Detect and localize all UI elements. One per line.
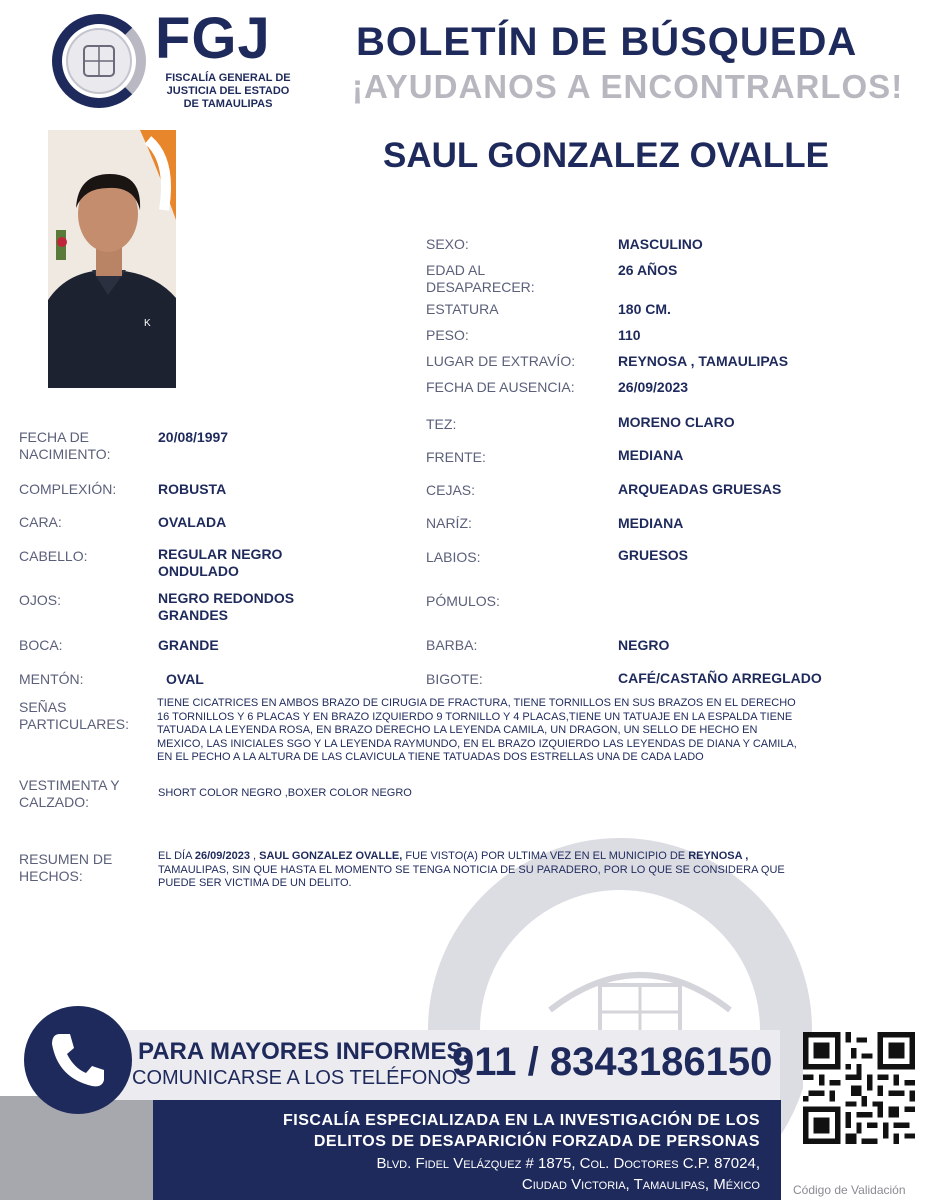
field-label: MENTÓN:	[19, 671, 84, 687]
field-value: GRANDE	[158, 637, 219, 653]
field-label: BIGOTE:	[426, 671, 483, 687]
person-name: SAUL GONZALEZ OVALLE	[383, 136, 829, 175]
field-value: CAFÉ/CASTAÑO ARREGLADO	[618, 670, 822, 686]
field-label: CEJAS:	[426, 482, 476, 498]
field-value: REYNOSA , TAMAULIPAS	[618, 353, 789, 369]
field-value: MASCULINO	[618, 236, 703, 252]
field-value: ROBUSTA	[158, 481, 227, 497]
office-name: FISCALÍA ESPECIALIZADA EN LA INVESTIGACIÓN DE LOS DELITOS DE DESAPARICIÓN FORZADA DE PERSONAS	[283, 1112, 760, 1150]
field-value: 26 AÑOS	[618, 262, 678, 278]
field-label: FECHA DE NACIMIENTO:	[19, 429, 111, 462]
vestimenta-value: SHORT COLOR NEGRO ,BOXER COLOR NEGRO	[158, 787, 412, 799]
field-label: SEXO:	[426, 236, 469, 252]
field-value: GRUESOS	[618, 547, 689, 563]
office-address: Blvd. Fidel Velázquez # 1875, Col. Doctores C.P. 87024, Ciudad Victoria, Tamaulipas, México	[376, 1155, 760, 1193]
field-value: 20/08/1997	[158, 429, 229, 445]
field-label: CABELLO:	[19, 548, 88, 564]
field-label: COMPLEXIÓN:	[19, 481, 117, 497]
qr-code-icon	[803, 1032, 915, 1144]
field-label: FECHA DE AUSENCIA:	[426, 379, 575, 395]
field-value: 110	[618, 327, 641, 343]
contact-line-1: PARA MAYORES INFORMES,	[138, 1038, 470, 1065]
field-value: 26/09/2023	[618, 379, 689, 395]
phone-icon	[46, 1028, 110, 1092]
field-label: CARA:	[19, 514, 62, 530]
svg-text:K: K	[144, 318, 151, 329]
contact-phones: 911 / 8343186150	[452, 1040, 773, 1084]
field-value: MORENO CLARO	[618, 414, 735, 430]
field-value: REGULAR NEGRO ONDULADO	[158, 546, 283, 579]
senas-label: SEÑAS PARTICULARES:	[19, 699, 129, 732]
field-value: MEDIANA	[618, 515, 684, 531]
agency-acronym: FGJ	[155, 6, 271, 71]
field-label: PESO:	[426, 327, 469, 343]
field-label: EDAD AL DESAPARECER:	[426, 262, 535, 295]
field-label: BARBA:	[426, 637, 478, 653]
shield-icon	[78, 40, 120, 82]
field-value: 180 CM.	[618, 301, 671, 317]
field-label: LABIOS:	[426, 549, 481, 565]
field-label: BOCA:	[19, 637, 63, 653]
field-value: ARQUEADAS GRUESAS	[618, 481, 782, 497]
field-label: TEZ:	[426, 416, 457, 432]
bulletin-subtitle: ¡AYUDANOS A ENCONTRARLOS!	[352, 68, 904, 105]
field-value: OVAL	[166, 671, 204, 687]
field-label: FRENTE:	[426, 449, 486, 465]
contact-line-2: COMUNICARSE A LOS TELÉFONOS	[132, 1067, 471, 1089]
field-value: MEDIANA	[618, 447, 684, 463]
resumen-text: EL DÍA 26/09/2023 , SAUL GONZALEZ OVALLE, FUE VISTO(A) POR ULTIMA VEZ EN EL MUNICIPIO DE REYNOSA , TAMAULIPAS, SIN QUE HASTA EL MOMENTO SE TENGA NOTICIA DE SU PARADERO, POR LO QUE SE CONSIDERA QUE PUEDE SER VICTIMA DE UN DELITO.	[158, 850, 785, 889]
bulletin-title: BOLETÍN DE BÚSQUEDA	[356, 20, 858, 64]
field-label: PÓMULOS:	[426, 593, 500, 609]
field-value: NEGRO	[618, 637, 670, 653]
field-label: ESTATURA	[426, 301, 499, 317]
field-label: OJOS:	[19, 592, 62, 608]
field-label: LUGAR DE EXTRAVÍO:	[426, 353, 576, 369]
state-seal-icon	[540, 950, 740, 1040]
qr-caption: Código de Validación	[793, 1183, 906, 1197]
field-value: NEGRO REDONDOS GRANDES	[158, 590, 295, 623]
person-photo	[48, 130, 176, 388]
senas-text: TIENE CICATRICES EN AMBOS BRAZO DE CIRUGIA DE FRACTURA, TIENE TORNILLOS EN SUS BRAZOS EN EL DERECHO 16 TORNILLOS Y 6 PLACAS Y EN BRAZO IZQUIERDO 9 TORNILLO Y 4 PLACAS,TIENE UN TATUAJE EN LA ESPALDA TIENE TATUADA LA LEYENDA ROSA, EN BRAZO DERECHO LA LEYENDA CAMILA, UN DRAGON, UN SELLO DE HECHO EN MEXICO, LAS INICIALES SGO Y LA LEYENDA RAYMUNDO, EN EL BRAZO IZQUIERDO LAS LEYENDAS DE DIANA Y CAMILA, EN EL PECHO A LA ALTURA DE LAS CLAVICULA TIENE TATUADAS DOS ESTRELLAS UNA DE CADA LADO	[157, 697, 797, 763]
field-label: NARÍZ:	[426, 515, 472, 531]
vestimenta-label: VESTIMENTA Y CALZADO:	[19, 777, 120, 810]
agency-name: FISCALÍA GENERAL DE JUSTICIA DEL ESTADO DE TAMAULIPAS	[165, 72, 291, 110]
resumen-label: RESUMEN DE HECHOS:	[19, 851, 113, 884]
field-value: OVALADA	[158, 514, 227, 530]
